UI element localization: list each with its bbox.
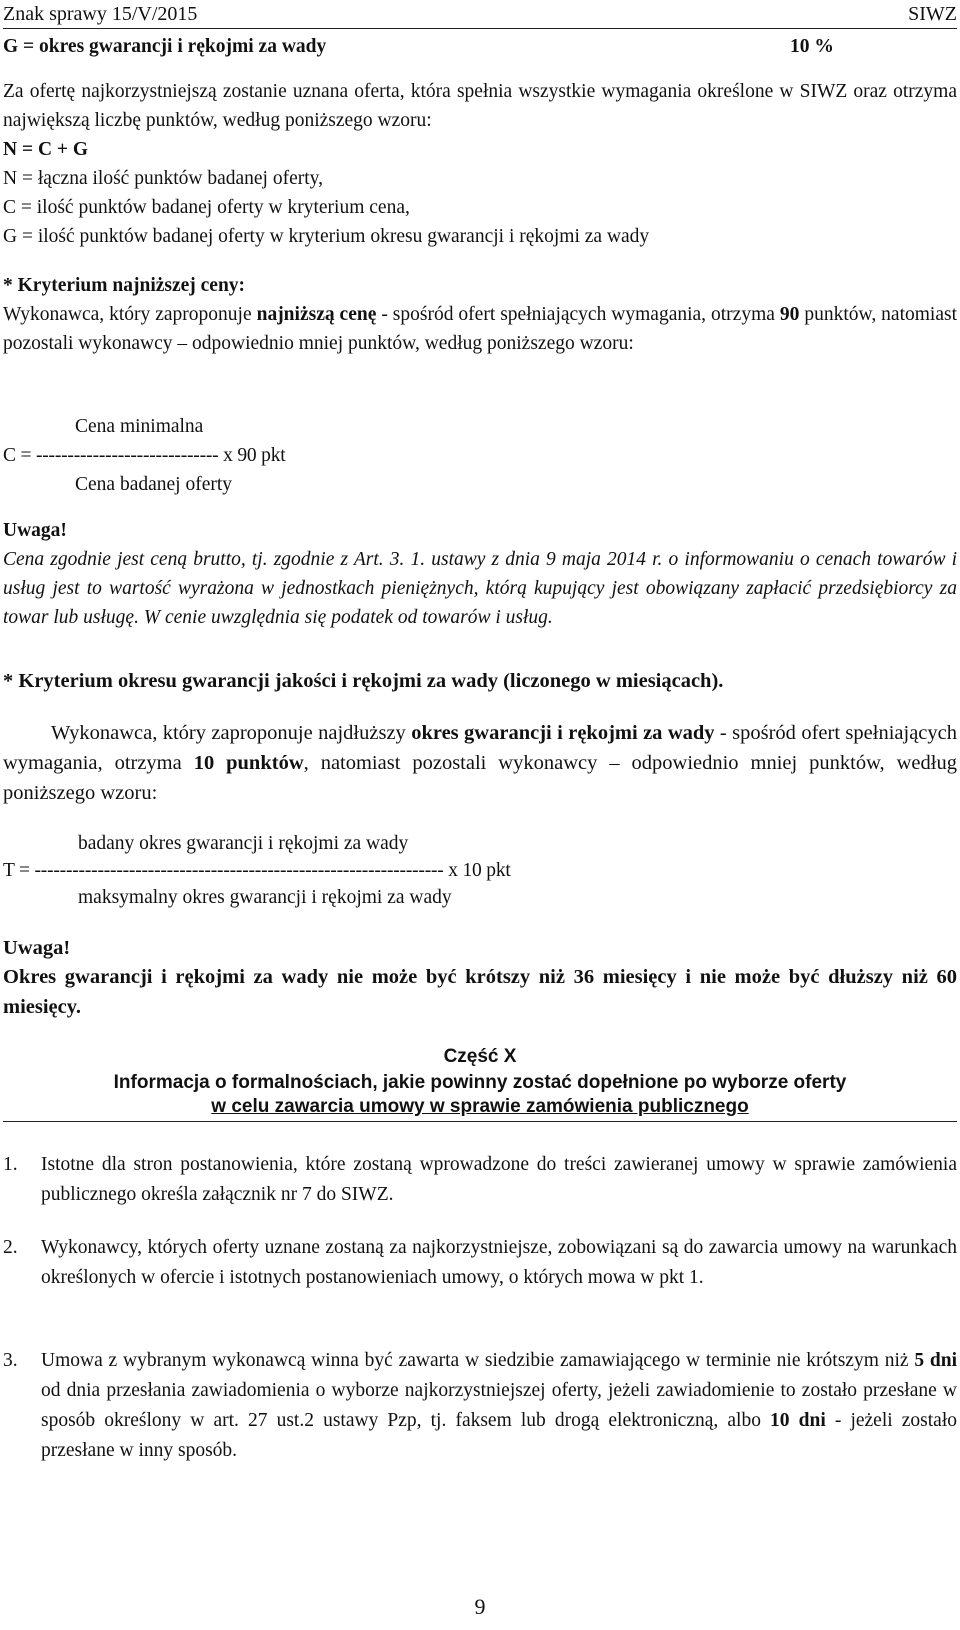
price-text-bold-1: najniższą cenę: [256, 304, 377, 325]
item3-text-c: - jeżeli zostało przesłane w inny sposób.: [41, 1410, 958, 1461]
list-item-text: Wykonawcy, których oferty uznane zostaną za najkorzystniejsze, zobowiązani są do zawarcia umowy na warunkach określonych w ofercie i istotnych postanowieniach umowy, o których mowa w pkt 1.: [41, 1237, 957, 1288]
list-item-2: [3, 1233, 957, 1293]
case-number: Znak sprawy 15/V/2015: [3, 3, 198, 25]
list-number: 1.: [3, 1154, 18, 1175]
g-criterion-line: [3, 32, 957, 61]
list-number: 3.: [3, 1350, 18, 1371]
g-criterion-label: G = okres gwarancji i rękojmi za wady: [3, 36, 327, 57]
price-note-1: Cena zgodnie jest ceną brutto, tj. zgodnie z Art. 3. 1. ustawy z dnia 9 maja 2014 r. o informowaniu o cenach towarów i usług jest to wartość wyrażona w jednostkach pieniężnych, którą kupujący jest obowiązany zapłacić przedsiębiorcy za towar lub usługę.: [3, 549, 957, 628]
list-item-1: [3, 1150, 957, 1210]
price-formula-denominator: Cena badanej oferty: [75, 474, 233, 495]
section-divider: [3, 1121, 957, 1122]
price-formula-line: C = ----------------------------- x 90 pkt: [3, 445, 286, 466]
section-subtitle-2-text: w celu zawarcia umowy w sprawie zamówienia publicznego: [211, 1096, 749, 1117]
warranty-text-3: , natomiast pozostali wykonawcy – odpowiednio mniej punktów, według poniższego wzoru:: [3, 752, 957, 804]
price-formula-numerator: Cena minimalna: [75, 416, 204, 437]
price-text-1: Wykonawca, który zaproponuje: [3, 304, 257, 325]
warranty-note: Okres gwarancji i rękojmi za wady nie może być krótszy niż 36 miesięcy i nie może być dłuższy niż 60 miesięcy.: [3, 966, 957, 1018]
list-item-text: Istotne dla stron postanowienia, które zostaną wprowadzone do treści zawieranej umowy w sprawie zamówienia publicznego określa załącznik nr 7 do SIWZ.: [41, 1154, 957, 1205]
item3-text-a: Umowa z wybranym wykonawcą winna być zawarta w siedzibie zamawiającego w terminie nie krótszym niż: [41, 1350, 915, 1371]
warranty-formula-denominator: maksymalny okres gwarancji i rękojmi za wady: [78, 887, 452, 908]
price-note: [3, 545, 957, 632]
section-subtitle-2: [3, 1095, 957, 1119]
main-formula: N = C + G: [3, 139, 89, 160]
item3-text-b: od dnia przesłania zawiadomienia o wyborze najkorzystniejszej oferty, jeżeli zawiadomienie to zostało przesłane w sposób określony w art. 27 ust.2 ustawy Pzp, tj. faksem lub drogą elektroniczną, albo: [41, 1380, 957, 1431]
list-item-3: [3, 1346, 957, 1466]
section-subtitle-1: Informacja o formalnościach, jakie powinny zostać dopełnione po wyborze oferty: [113, 1072, 847, 1093]
price-points: 90: [779, 304, 800, 325]
page-header: [3, 2, 957, 29]
warranty-formula-line: T = ----------------------------------------------------------------- x 10 pkt: [3, 860, 511, 881]
price-criterion-paragraph: [3, 300, 957, 358]
page-number: 9: [474, 1594, 486, 1619]
intro-paragraph: Za ofertę najkorzystniejszą zostanie uznana oferta, która spełnia wszystkie wymagania określone w SIWZ oraz otrzyma największą liczbę punktów, według poniższego wzoru:: [3, 81, 957, 131]
g-criterion-weight: 10 %: [790, 36, 834, 57]
section-title: Część X: [443, 1046, 517, 1067]
price-text-3: punktów, natomiast pozostali wykonawcy – odpowiednio mniej punktów, według poniższego wzoru:: [3, 304, 957, 354]
warranty-criterion-heading: * Kryterium okresu gwarancji jakości i rękojmi za wady (liczonego w miesiącach).: [3, 670, 724, 692]
price-warning-label: Uwaga!: [3, 520, 67, 541]
warranty-formula-numerator: badany okres gwarancji i rękojmi za wady: [78, 833, 409, 854]
warranty-text-1: Wykonawca, który zaproponuje najdłuższy: [51, 722, 412, 744]
price-criterion-heading: * Kryterium najniższej ceny:: [3, 275, 246, 296]
document-type: SIWZ: [908, 3, 957, 25]
price-note-2: W cenie uwzględnia się podatek od towarów i usług.: [138, 607, 553, 628]
formula-def-n: N = łączna ilość punktów badanej oferty,: [3, 168, 323, 189]
list-item-text: [41, 1346, 957, 1466]
warranty-warning-label: Uwaga!: [3, 937, 71, 959]
price-text-2: - spośród ofert spełniających wymagania, otrzyma: [376, 304, 780, 325]
list-number: 2.: [3, 1237, 18, 1258]
warranty-criterion-paragraph: [3, 718, 957, 808]
warranty-text-2: - spośród ofert spełniających wymagania, otrzyma: [3, 722, 957, 774]
warranty-points: 10 punktów: [193, 752, 304, 774]
item3-days-5: 5 dni: [914, 1350, 957, 1371]
formula-def-c: C = ilość punktów badanej oferty w kryterium cena,: [3, 197, 410, 218]
formula-def-g: G = ilość punktów badanej oferty w kryterium okresu gwarancji i rękojmi za wady: [3, 226, 650, 247]
warranty-text-bold-1: okres gwarancji i rękojmi za wady: [411, 722, 715, 744]
item3-days-10: 10 dni: [770, 1410, 826, 1431]
